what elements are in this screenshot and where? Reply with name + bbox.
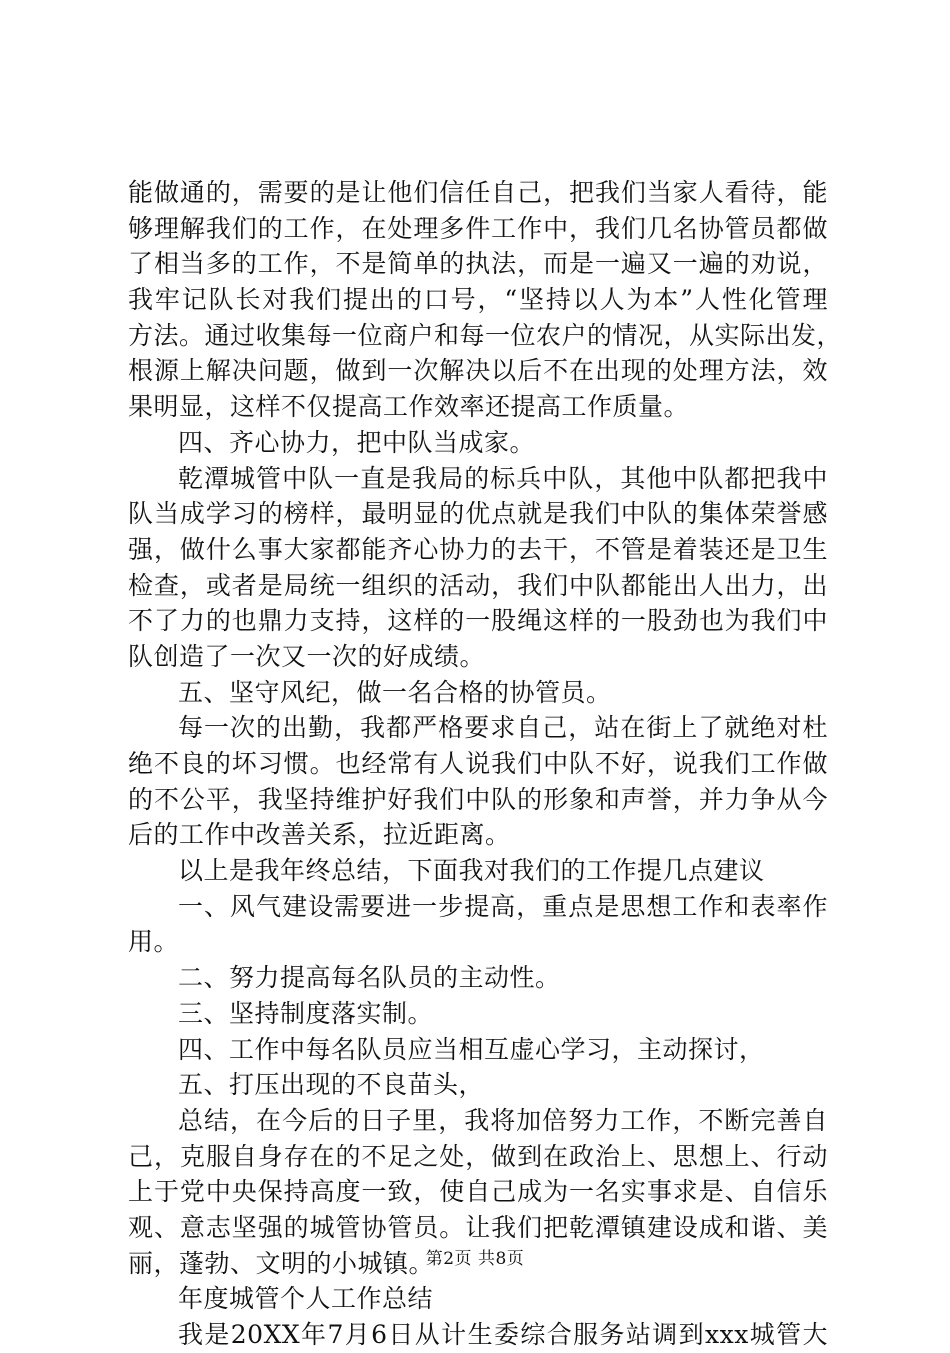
- text-line: 不了力的也鼎力支持，这样的一股绳这样的一股劲也为我们中: [128, 606, 828, 636]
- section-heading: 四、齐心协力，把中队当成家。: [178, 427, 536, 457]
- text-line: 队创造了一次又一次的好成绩。: [128, 641, 486, 671]
- text-line: 总结，在今后的日子里，我将加倍努力工作，不断完善自: [178, 1105, 828, 1135]
- text-line: 检查，或者是局统一组织的活动，我们中队都能出人出力，出: [128, 570, 828, 600]
- text-line: 根源上解决问题，做到一次解决以后不在出现的处理方法，效: [128, 356, 828, 386]
- text-line: 够理解我们的工作，在处理多件工作中，我们几名协管员都做: [128, 213, 828, 243]
- text-line: 我是20XX年7月6日从计生委综合服务站调到xxx城管大: [178, 1320, 828, 1349]
- text-line: 上于党中央保持高度一致，使自己成为一名实事求是、自信乐: [128, 1177, 828, 1207]
- text-line: 丽，蓬勃、文明的小城镇。: [128, 1248, 435, 1278]
- list-item: 四、工作中每名队员应当相互虚心学习，主动探讨，: [178, 1034, 765, 1064]
- text-line: 每一次的出勤，我都严格要求自己，站在街上了就绝对杜: [178, 713, 828, 743]
- section-heading: 五、坚守风纪，做一名合格的协管员。: [178, 677, 612, 707]
- text-line: 果明显，这样不仅提高工作效率还提高工作质量。: [128, 392, 690, 422]
- text-line: 强，做什么事大家都能齐心协力的去干，不管是着装还是卫生: [128, 534, 828, 564]
- text-line: 用。: [128, 927, 180, 957]
- list-item: 一、风气建设需要进一步提高，重点是思想工作和表率作: [178, 891, 828, 921]
- text-line: 我牢记队长对我们提出的口号，“坚持以人为本”人性化管理: [128, 285, 828, 315]
- document-subtitle: 年度城管个人工作总结: [178, 1284, 434, 1314]
- list-item: 五、打压出现的不良苗头，: [178, 1070, 485, 1100]
- text-line: 己，克服自身存在的不足之处，做到在政治上、思想上、行动: [128, 1141, 828, 1171]
- text-line: 了相当多的工作，不是简单的执法，而是一遍又一遍的劝说，: [128, 249, 828, 279]
- text-line: 乾潭城管中队一直是我局的标兵中队，其他中队都把我中: [178, 463, 828, 493]
- list-item: 三、坚持制度落实制。: [178, 998, 434, 1028]
- page-number-footer: 第2页 共8页: [425, 1249, 525, 1269]
- document-body: [128, 175, 843, 1353]
- text-line: 方法。通过收集每一位商户和每一位农户的情况，从实际出发，: [128, 320, 843, 350]
- text-line: 后的工作中改善关系，拉近距离。: [128, 820, 511, 850]
- text-line: 队当成学习的榜样，最明显的优点就是我们中队的集体荣誉感: [128, 499, 828, 529]
- text-line: 以上是我年终总结，下面我对我们的工作提几点建议: [178, 856, 765, 886]
- text-line: 绝不良的坏习惯。也经常有人说我们中队不好，说我们工作做: [128, 749, 828, 778]
- text-line: 能做通的，需要的是让他们信任自己，把我们当家人看待，能: [128, 178, 828, 207]
- text-line: 的不公平，我坚持维护好我们中队的形象和声誉，并力争从今: [128, 784, 828, 814]
- text-line: 观、意志坚强的城管协管员。让我们把乾潭镇建设成和谐、美: [128, 1212, 828, 1242]
- list-item: 二、努力提高每名队员的主动性。: [178, 963, 561, 993]
